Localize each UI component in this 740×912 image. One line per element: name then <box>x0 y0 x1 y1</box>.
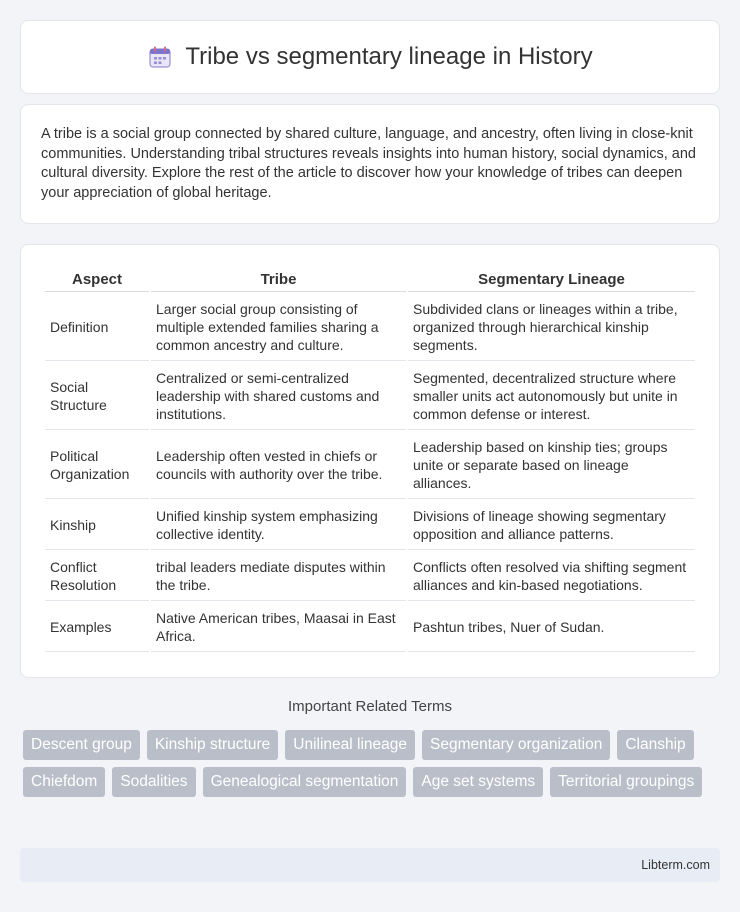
aspect-cell: Political Organization <box>45 432 149 499</box>
page-title: Tribe vs segmentary lineage in History <box>185 43 593 70</box>
calendar-icon <box>147 44 173 70</box>
tribe-cell: Larger social group consisting of multiple extended families sharing a common ancestry and culture. <box>151 294 406 361</box>
comparison-table <box>43 265 697 654</box>
related-term-tag[interactable]: Descent group <box>23 730 140 760</box>
tribe-cell: Centralized or semi-centralized leadership with shared customs and institutions. <box>151 363 406 430</box>
segmentary-cell: Leadership based on kinship ties; groups unite or separate based on lineage alliances. <box>408 432 695 499</box>
table-row <box>45 363 695 430</box>
comparison-table-card <box>20 244 720 678</box>
tribe-cell: tribal leaders mediate disputes within the tribe. <box>151 552 406 601</box>
related-term-tag[interactable]: Age set systems <box>413 767 543 797</box>
aspect-cell: Social Structure <box>45 363 149 430</box>
segmentary-cell: Pashtun tribes, Nuer of Sudan. <box>408 603 695 652</box>
related-term-tag[interactable]: Chiefdom <box>23 767 105 797</box>
related-terms-title: Important Related Terms <box>288 698 452 715</box>
related-term-tag[interactable]: Kinship structure <box>147 730 278 760</box>
table-row <box>45 552 695 601</box>
aspect-cell: Definition <box>45 294 149 361</box>
segmentary-cell: Subdivided clans or lineages within a tribe, organized through hierarchical kinship segments. <box>408 294 695 361</box>
table-row <box>45 501 695 550</box>
tribe-cell: Leadership often vested in chiefs or councils with authority over the tribe. <box>151 432 406 499</box>
column-header: Segmentary Lineage <box>408 267 695 292</box>
related-term-tag[interactable]: Territorial groupings <box>550 767 702 797</box>
header-card <box>20 20 720 94</box>
related-term-tag[interactable]: Clanship <box>617 730 693 760</box>
segmentary-cell: Divisions of lineage showing segmentary opposition and alliance patterns. <box>408 501 695 550</box>
intro-text: A tribe is a social group connected by shared culture, language, and ancestry, often living in close-knit communities. Understanding tribal structures reveals insights into human history, social dynamics, and cultural diversity. Explore the rest of the article to discover how your knowledge of tribes can deepen your appreciation of global heritage. <box>41 126 696 201</box>
aspect-cell: Kinship <box>45 501 149 550</box>
table-row <box>45 294 695 361</box>
related-term-tag[interactable]: Sodalities <box>112 767 195 797</box>
aspect-cell: Conflict Resolution <box>45 552 149 601</box>
related-terms-tags <box>23 730 723 797</box>
segmentary-cell: Segmented, decentralized structure where smaller units act autonomously but unite in common defense or interest. <box>408 363 695 430</box>
footer-site-link[interactable]: Libterm.com <box>641 858 710 872</box>
table-row <box>45 603 695 652</box>
column-header: Tribe <box>151 267 406 292</box>
related-term-tag[interactable]: Unilineal lineage <box>285 730 415 760</box>
aspect-cell: Examples <box>45 603 149 652</box>
tribe-cell: Native American tribes, Maasai in East Africa. <box>151 603 406 652</box>
tribe-cell: Unified kinship system emphasizing collective identity. <box>151 501 406 550</box>
intro-card <box>20 104 720 224</box>
footer <box>20 848 720 882</box>
table-header-row <box>45 267 695 292</box>
segmentary-cell: Conflicts often resolved via shifting segment alliances and kin-based negotiations. <box>408 552 695 601</box>
related-term-tag[interactable]: Genealogical segmentation <box>203 767 407 797</box>
column-header: Aspect <box>45 267 149 292</box>
related-term-tag[interactable]: Segmentary organization <box>422 730 610 760</box>
table-row <box>45 432 695 499</box>
